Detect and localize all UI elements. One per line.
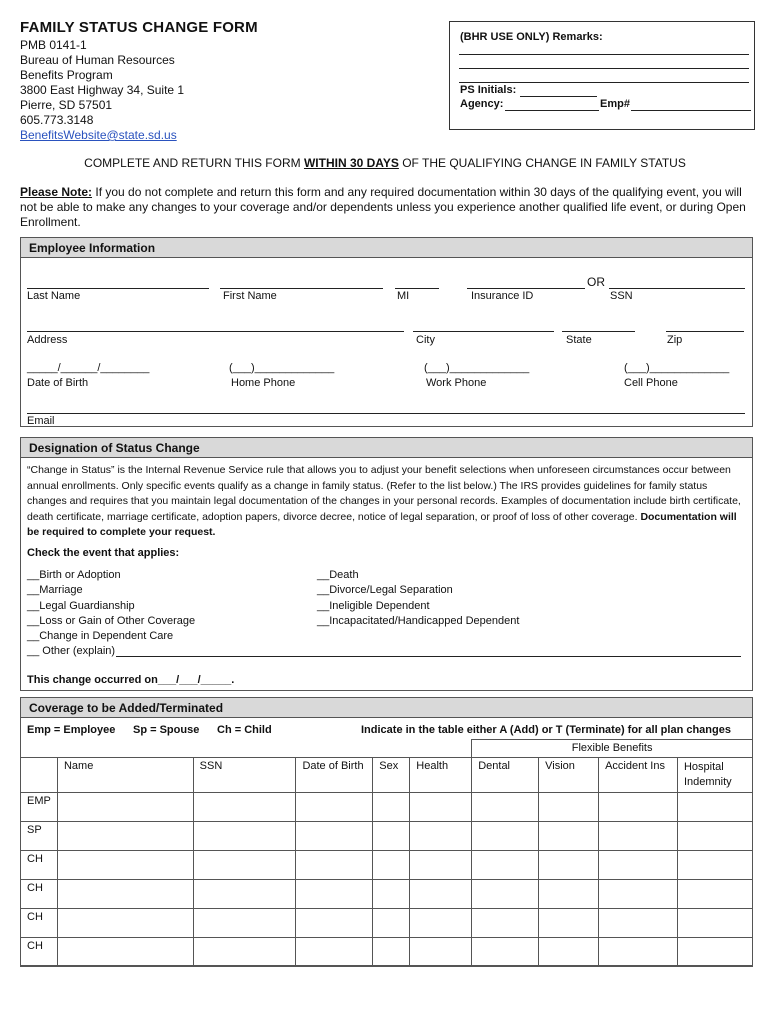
cell-sex[interactable] — [373, 909, 410, 938]
ps-initials-label: PS Initials: — [460, 84, 517, 96]
designation-heading: Designation of Status Change — [21, 438, 752, 458]
event-legal-guardianship[interactable]: __Legal Guardianship — [27, 599, 135, 612]
cell-accident[interactable] — [599, 909, 678, 938]
program-name: Benefits Program — [20, 68, 113, 82]
instruction-pre: COMPLETE AND RETURN THIS FORM — [84, 156, 304, 170]
cell-hospital[interactable] — [677, 822, 752, 851]
cell-dob[interactable] — [296, 938, 373, 967]
events-left-list — [27, 568, 195, 660]
form-id: PMB 0141-1 — [20, 38, 87, 52]
event-death[interactable]: __Death — [317, 569, 359, 581]
cell-ssn[interactable] — [193, 822, 296, 851]
ssn-label: SSN — [610, 290, 633, 302]
city-address: Pierre, SD 57501 — [20, 98, 113, 112]
please-note — [20, 185, 755, 230]
table-row — [21, 938, 753, 967]
cell-sex[interactable] — [373, 851, 410, 880]
or-text: OR — [587, 275, 605, 289]
city-field[interactable] — [413, 331, 554, 332]
coverage-section — [20, 697, 753, 966]
cell-vision[interactable] — [539, 909, 599, 938]
check-event-label: Check the event that applies: — [27, 547, 180, 559]
emp-number-label: Emp# — [600, 98, 630, 110]
first-name-label: First Name — [223, 290, 277, 302]
cell-dob[interactable] — [296, 793, 373, 822]
last-name-field[interactable] — [27, 288, 209, 289]
col-date-of-birth: Date of Birth — [296, 758, 373, 793]
cell-vision[interactable] — [539, 938, 599, 967]
cell-health[interactable] — [410, 793, 472, 822]
email-field[interactable] — [27, 413, 745, 414]
cell-accident[interactable] — [599, 793, 678, 822]
event-other-explain[interactable]: __ Other (explain) — [27, 645, 116, 658]
cell-vision[interactable] — [539, 851, 599, 880]
designation-section — [20, 437, 753, 691]
event-marriage[interactable]: __Marriage — [27, 584, 83, 597]
cell-hospital[interactable] — [677, 851, 752, 880]
row-type-ch: CH — [21, 880, 58, 909]
cell-dental[interactable] — [472, 851, 539, 880]
cell-dental[interactable] — [472, 880, 539, 909]
coverage-table — [20, 739, 753, 967]
cell-ssn[interactable] — [193, 909, 296, 938]
col-accident-ins: Accident Ins — [599, 758, 678, 793]
row-type-ch: CH — [21, 851, 58, 880]
event-loss-gain-coverage[interactable]: __Loss or Gain of Other Coverage — [27, 614, 196, 627]
col-hospital-indemnity: Hospital Indemnity — [677, 758, 752, 793]
row-type-emp: EMP — [21, 793, 58, 822]
row-type-ch: CH — [21, 909, 58, 938]
cell-name[interactable] — [57, 822, 193, 851]
phone-number: 605.773.3148 — [20, 113, 94, 127]
instruction-post: OF THE QUALIFYING CHANGE IN FAMILY STATUS — [398, 156, 686, 170]
instruction-line — [0, 156, 770, 170]
cell-sex[interactable] — [373, 793, 410, 822]
cell-dental[interactable] — [472, 938, 539, 967]
col-name: Name — [57, 758, 193, 793]
cell-health[interactable] — [410, 909, 472, 938]
address-label: Address — [27, 334, 68, 346]
street-address: 3800 East Highway 34, Suite 1 — [20, 83, 185, 97]
form-title: FAMILY STATUS CHANGE FORM — [20, 19, 258, 36]
insurance-id-field[interactable] — [467, 288, 585, 289]
please-note-label: Please Note: — [20, 185, 93, 199]
home-phone-field[interactable]: (___)_____________ — [229, 362, 335, 374]
work-phone-label: Work Phone — [426, 377, 487, 389]
table-row — [21, 822, 753, 851]
col-sex: Sex — [373, 758, 410, 793]
table-row — [21, 880, 753, 909]
cell-name[interactable] — [57, 880, 193, 909]
zip-field[interactable] — [666, 331, 744, 332]
designation-text: “Change in Status” is the Internal Revenue Service rule that allows you to adjust your benefit selections when unforeseen circumstances occur between annual enrollments. Only specific events qualify as a change in family status. (Refer to the list below.) The IRS provides guidelines for family status changes and requires that you maintain legal documentation of the changes in your personal records. Examples of documentation include birth certificate, death certificate, marriage certificate, adoption papers, divorce decree, notice of legal separation, or proof of loss of other coverage. — [27, 464, 741, 523]
cell-name[interactable] — [57, 851, 193, 880]
cell-accident[interactable] — [599, 851, 678, 880]
last-name-label: Last Name — [27, 290, 81, 302]
legend-sp: Sp = Spouse — [133, 724, 200, 736]
cell-health[interactable] — [410, 880, 472, 909]
event-ineligible-dependent[interactable]: __Ineligible Dependent — [317, 599, 430, 612]
cell-hospital[interactable] — [677, 793, 752, 822]
remarks-line-1[interactable] — [459, 54, 749, 55]
flex-spacer — [21, 740, 472, 758]
cell-dental[interactable] — [472, 822, 539, 851]
cell-ssn[interactable] — [193, 793, 296, 822]
cell-dob[interactable] — [296, 909, 373, 938]
mi-label: MI — [397, 290, 410, 302]
cell-dob[interactable] — [296, 822, 373, 851]
remarks-line-3[interactable] — [459, 82, 749, 83]
event-change-dependent-care[interactable]: __Change in Dependent Care — [27, 630, 174, 643]
event-divorce-separation[interactable]: __Divorce/Legal Separation — [317, 584, 453, 597]
cell-accident[interactable] — [599, 880, 678, 909]
cell-accident[interactable] — [599, 938, 678, 967]
table-row — [21, 909, 753, 938]
column-header-row — [21, 758, 753, 793]
please-note-text: If you do not complete and return this form and any required documentation within 30 days of the qualifying event, you will not be able to make any changes to your coverage and/or dependents unless you experience another qualified life event, or during Open Enrollment. — [20, 185, 746, 229]
event-birth-adoption[interactable]: __Birth or Adoption — [27, 569, 121, 581]
cell-hospital[interactable] — [677, 880, 752, 909]
cell-sex[interactable] — [373, 880, 410, 909]
cell-name[interactable] — [57, 909, 193, 938]
cell-hospital[interactable] — [677, 909, 752, 938]
cell-dental[interactable] — [472, 793, 539, 822]
insurance-id-label: Insurance ID — [471, 290, 534, 302]
flexible-benefits-header: Flexible Benefits — [472, 740, 753, 758]
events-right-list — [317, 568, 519, 629]
cell-vision[interactable] — [539, 880, 599, 909]
agency-label: Agency: — [460, 98, 504, 110]
cell-sex[interactable] — [373, 822, 410, 851]
legend-ch: Ch = Child — [217, 724, 272, 736]
org-name: Bureau of Human Resources — [20, 53, 175, 67]
bhr-remarks-label: (BHR USE ONLY) Remarks: — [460, 31, 603, 43]
cell-sex[interactable] — [373, 938, 410, 967]
table-row — [21, 793, 753, 822]
col-dental: Dental — [472, 758, 539, 793]
work-phone-field[interactable]: (___)_____________ — [424, 362, 530, 374]
emp-number-field[interactable] — [631, 110, 751, 111]
cell-ssn[interactable] — [193, 880, 296, 909]
email-label: Email — [27, 415, 55, 427]
ps-initials-field[interactable] — [520, 96, 597, 97]
mi-field[interactable] — [395, 288, 439, 289]
org-block — [20, 38, 184, 143]
cell-ssn[interactable] — [193, 938, 296, 967]
indicate-instruction: Indicate in the table either A (Add) or T (Terminate) for all plan changes — [361, 724, 731, 736]
employee-information-section — [20, 237, 753, 427]
remarks-line-2[interactable] — [459, 68, 749, 69]
event-incapacitated-dependent[interactable]: __Incapacitated/Handicapped Dependent — [317, 614, 520, 627]
first-name-field[interactable] — [220, 288, 383, 289]
cell-vision[interactable] — [539, 822, 599, 851]
cell-phone-field[interactable]: (___)_____________ — [624, 362, 730, 374]
other-explain-field[interactable] — [116, 656, 741, 657]
zip-label: Zip — [667, 334, 683, 346]
cell-health[interactable] — [410, 938, 472, 967]
date-of-birth-field[interactable]: _____/______/________ — [27, 362, 150, 374]
cell-ssn[interactable] — [193, 851, 296, 880]
cell-dob[interactable] — [296, 851, 373, 880]
date-of-birth-label: Date of Birth — [27, 377, 89, 389]
coverage-heading: Coverage to be Added/Terminated — [21, 698, 752, 718]
cell-hospital[interactable] — [677, 938, 752, 967]
legend-emp: Emp = Employee — [27, 724, 116, 736]
agency-field[interactable] — [505, 110, 599, 111]
state-label: State — [566, 334, 592, 346]
row-type-sp: SP — [21, 822, 58, 851]
cell-health[interactable] — [410, 851, 472, 880]
state-field[interactable] — [562, 331, 635, 332]
cell-dob[interactable] — [296, 880, 373, 909]
bhr-use-only-box — [449, 21, 755, 130]
col-ssn: SSN — [193, 758, 296, 793]
cell-vision[interactable] — [539, 793, 599, 822]
instruction-emphasis: WITHIN 30 DAYS — [303, 156, 399, 170]
cell-health[interactable] — [410, 822, 472, 851]
flex-benefits-header-row — [21, 740, 753, 758]
change-occurred-date[interactable]: This change occurred on___/___/_____. — [27, 674, 235, 686]
address-field[interactable] — [27, 331, 404, 332]
home-phone-label: Home Phone — [231, 377, 296, 389]
documentation-required-text: Documentation will be required to complete your request. — [27, 510, 737, 538]
cell-dental[interactable] — [472, 909, 539, 938]
cell-phone-label: Cell Phone — [624, 377, 678, 389]
designation-body — [27, 463, 745, 541]
col-vision: Vision — [539, 758, 599, 793]
email-link[interactable]: BenefitsWebsite@state.sd.us — [20, 128, 177, 142]
city-label: City — [416, 334, 435, 346]
table-row — [21, 851, 753, 880]
cell-accident[interactable] — [599, 822, 678, 851]
row-type-ch: CH — [21, 938, 58, 967]
employee-info-heading: Employee Information — [21, 238, 752, 258]
cell-name[interactable] — [57, 938, 193, 967]
cell-name[interactable] — [57, 793, 193, 822]
col-health: Health — [410, 758, 472, 793]
ssn-field[interactable] — [609, 288, 745, 289]
row-label-header — [21, 758, 58, 793]
